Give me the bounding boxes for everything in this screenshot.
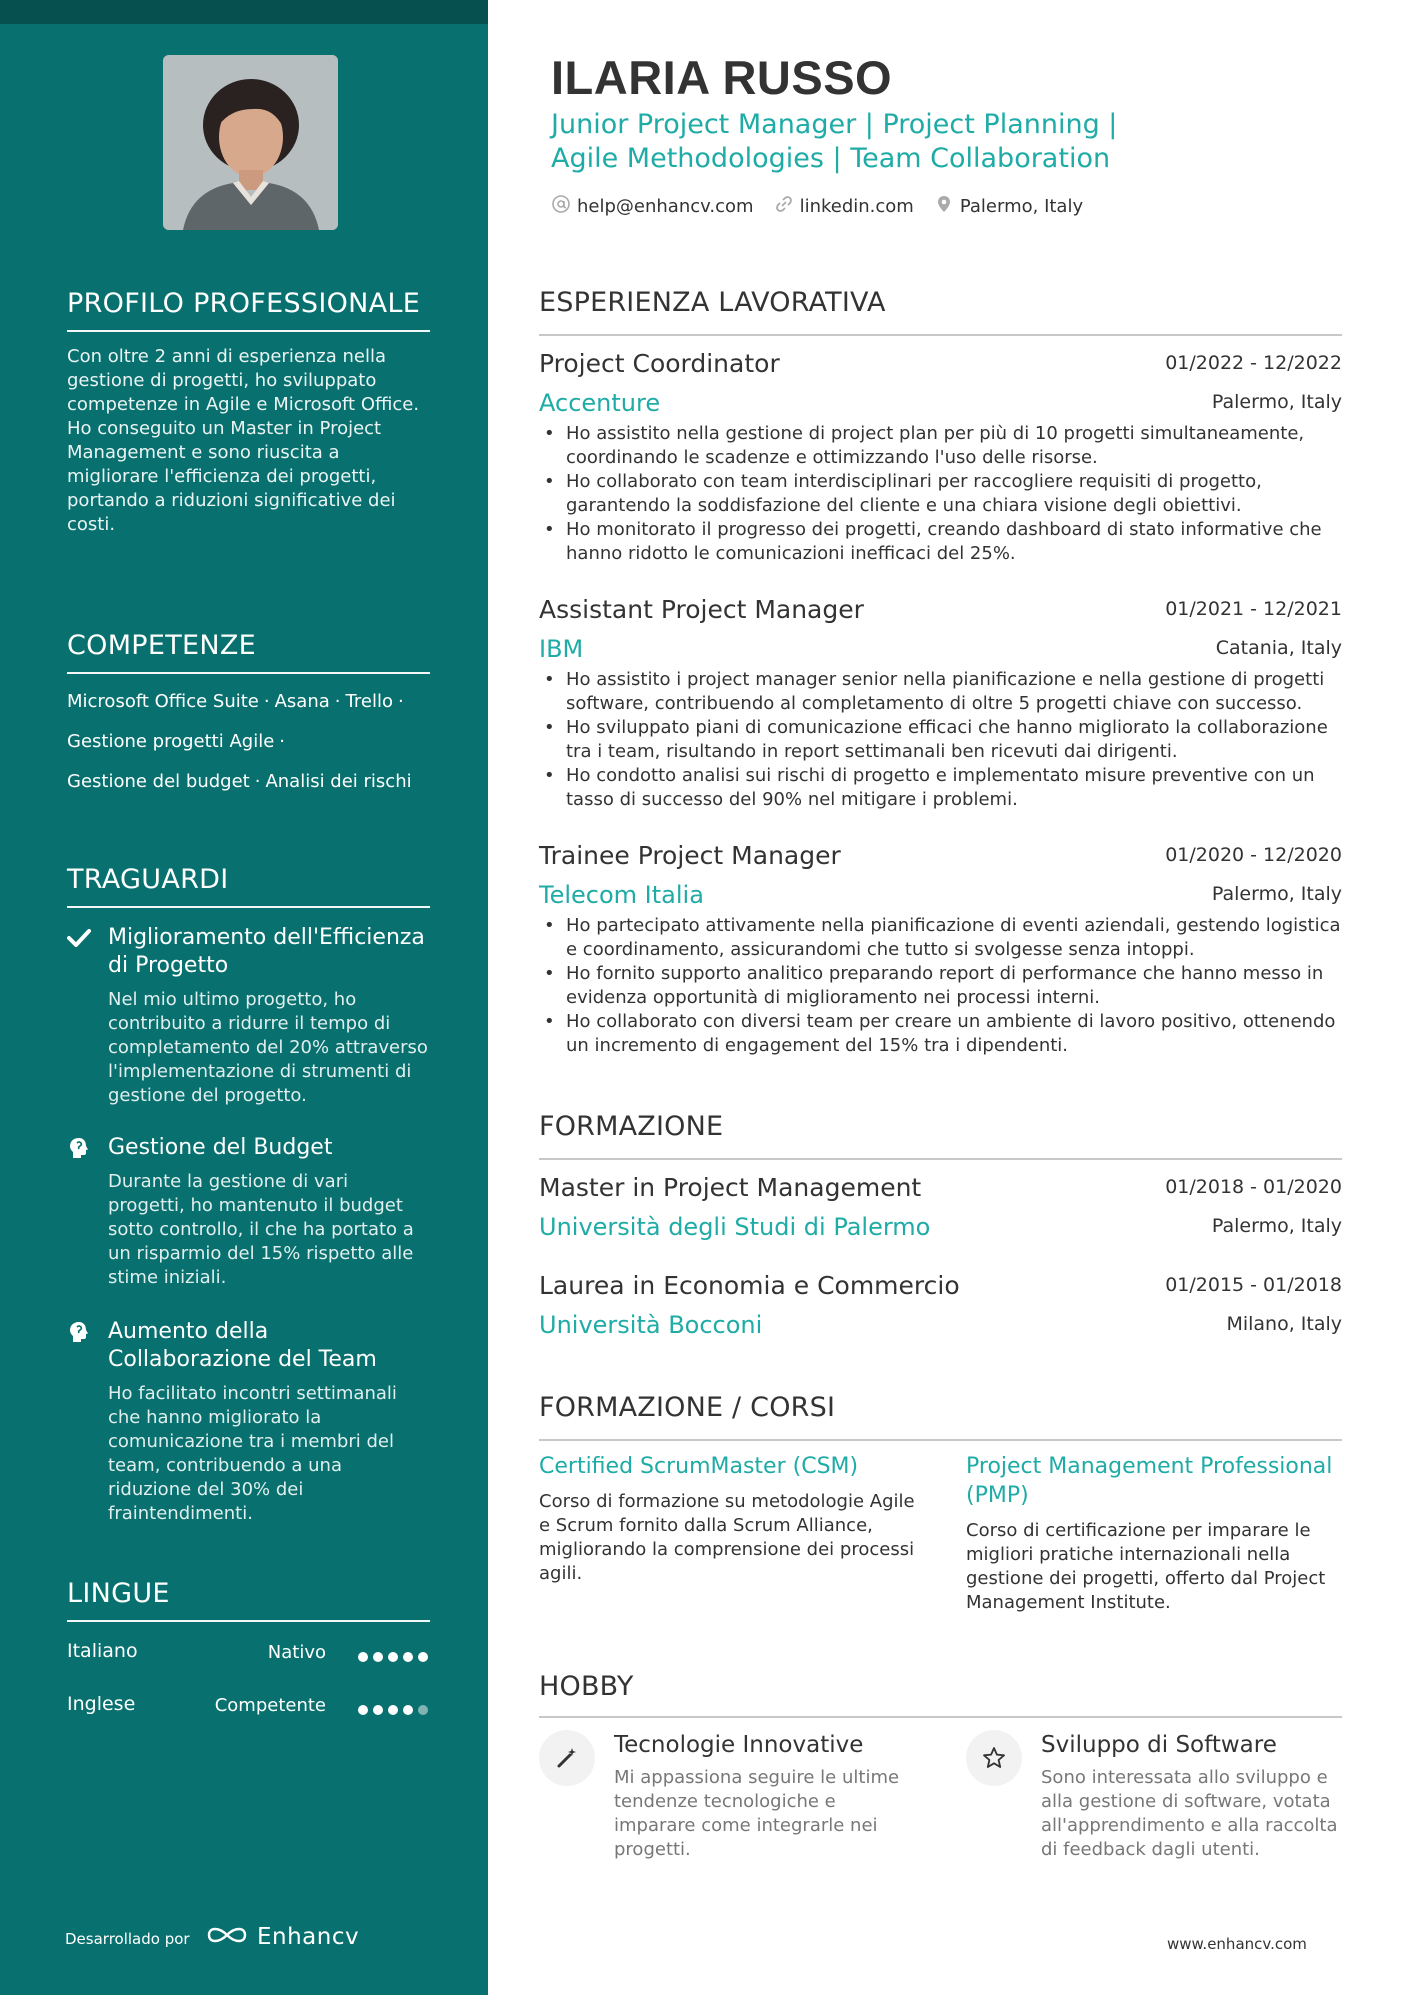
languages-title: LINGUE [67, 1578, 170, 1609]
education-divider [539, 1158, 1342, 1160]
job-entry [539, 348, 1342, 566]
sidebar-top-bar [0, 0, 488, 24]
hobbies-title: HOBBY [539, 1671, 634, 1702]
hobby-title: Sviluppo di Software [1041, 1732, 1277, 1758]
job-bullet: • Ho fornito supporto analitico preparando report di performance che hanno messo in evidenza opportunità di miglioramento nei processi interni. [539, 962, 1342, 1010]
hobby-title: Tecnologie Innovative [614, 1732, 864, 1758]
language-rating [353, 1700, 428, 1712]
achievements-title: TRAGUARDI [67, 864, 229, 895]
skills-title: COMPETENZE [67, 630, 257, 661]
hobby-desc: Sono interessata allo sviluppo e alla gestione di software, votata all'apprendimento e alla raccolta di feedback dagli utenti. [1041, 1767, 1338, 1860]
brain-icon [67, 1136, 91, 1160]
rating-dot [358, 1705, 368, 1715]
job-bullet: • Ho sviluppato piani di comunicazione efficaci che hanno migliorato la collaborazione tra i team, risultando in report settimanali ben ricevuti dai dirigenti. [539, 716, 1342, 764]
location-pin-icon [934, 194, 960, 219]
at-icon [551, 194, 577, 219]
achievement-item [67, 924, 430, 1108]
languages-section [67, 1576, 430, 1716]
job-bullet: • Ho monitorato il progresso dei progetti, creando dashboard di stato informative che hanno ridotto le comunicazioni inefficaci del 25%. [539, 518, 1342, 566]
language-row [67, 1693, 430, 1723]
link-icon [774, 194, 800, 219]
skill-item: Trello [345, 691, 393, 712]
course-title: Project Management Professional (PMP) [966, 1454, 1333, 1508]
rating-dot [403, 1652, 413, 1662]
sidebar [0, 0, 488, 1995]
profile-title: PROFILO PROFESSIONALE [67, 288, 421, 319]
rating-dot [388, 1705, 398, 1715]
course-title: Certified ScrumMaster (CSM) [539, 1454, 859, 1479]
job-location: Catania, Italy [1215, 637, 1342, 659]
language-name: Italiano [67, 1640, 138, 1662]
language-rating [353, 1647, 428, 1659]
courses-divider [539, 1439, 1342, 1441]
footer-url[interactable]: www.enhancv.com [1167, 1935, 1307, 1953]
job-entry [539, 594, 1342, 812]
achievement-desc: Ho facilitato incontri settimanali che hanno migliorato la comunicazione tra i membri del team, contribuendo a una riduzione del 30% dei fraintendimenti. [108, 1383, 397, 1524]
skill-item: Analisi dei rischi [265, 771, 412, 792]
job-company: Telecom Italia [539, 881, 704, 909]
course-desc: Corso di certificazione per imparare le migliori pratiche internazionali nella gestione dei progetti, offerto dal Project Management Institute. [966, 1520, 1326, 1613]
job-bullets [539, 668, 1342, 812]
skills-section [67, 628, 430, 794]
enhancv-logo-text: Enhancv [257, 1924, 360, 1950]
skill-item: Microsoft Office Suite [67, 691, 259, 712]
skill-item: Gestione del budget [67, 771, 250, 792]
contact-linkedin[interactable] [774, 194, 914, 219]
achievement-desc: Nel mio ultimo progetto, ho contribuito a ridurre il tempo di completamento del 20% attraverso l'implementazione di strumenti di gestione del progetto. [108, 989, 428, 1106]
job-bullet: • Ho partecipato attivamente nella pianificazione di eventi aziendali, gestendo logistica e coordinamento, assicurandomi che tutto si svolgesse senza intoppi. [539, 914, 1342, 962]
enhancv-logo[interactable] [205, 1920, 359, 1954]
star-icon [966, 1730, 1022, 1786]
profile-section [67, 286, 430, 537]
job-company: IBM [539, 635, 584, 663]
profile-text: Con oltre 2 anni di esperienza nella gestione di progetti, ho sviluppato competenze in Agile e Microsoft Office. Ho conseguito un Master in Project Management e sono riuscita a migliorare l'efficienza dei progetti, portando a riduzioni significative dei costi. [67, 346, 420, 535]
contact-location-text: Palermo, Italy [959, 196, 1084, 217]
rating-dot [373, 1705, 383, 1715]
check-icon [67, 926, 91, 950]
course-item [966, 1452, 1346, 1615]
job-bullet: • Ho collaborato con team interdisciplinari per raccogliere requisiti di progetto, garantendo la soddisfazione del cliente e una chiara visione degli obiettivi. [539, 470, 1342, 518]
job-location: Palermo, Italy [1211, 883, 1342, 905]
magic-wand-icon [539, 1730, 595, 1786]
achievement-desc: Durante la gestione di vari progetti, ho mantenuto il budget sotto controllo, il che ha portato a un risparmio del 15% rispetto alle stime iniziali. [108, 1171, 414, 1288]
education-location: Milano, Italy [1226, 1313, 1342, 1335]
job-bullet: • Ho assistito i project manager senior nella pianificazione e nella gestione di progetti software, contribuendo al completamento di oltre 5 progetti chiave con successo. [539, 668, 1342, 716]
job-dates: 01/2020 - 12/2020 [1165, 844, 1342, 866]
contact-linkedin-text: linkedin.com [799, 196, 914, 217]
education-school: Università degli Studi di Palermo [539, 1213, 931, 1241]
job-dates: 01/2021 - 12/2021 [1165, 598, 1342, 620]
profile-photo [163, 55, 338, 230]
hobby-desc: Mi appassiona seguire le ultime tendenze tecnologiche e imparare come integrarle nei progetti. [614, 1767, 900, 1860]
profile-divider [67, 330, 430, 332]
job-entry [539, 840, 1342, 1058]
hobby-item [966, 1730, 1346, 1862]
job-bullets [539, 422, 1342, 566]
skills-divider [67, 672, 430, 674]
education-title: FORMAZIONE [539, 1111, 724, 1142]
rating-dot [418, 1652, 428, 1662]
candidate-headline: Junior Project Manager | Project Planning | Agile Methodologies | Team Collaboration [551, 109, 1118, 174]
achievements-divider [67, 906, 430, 908]
job-role: Assistant Project Manager [539, 595, 864, 624]
achievement-item [67, 1318, 430, 1526]
course-desc: Corso di formazione su metodologie Agile e Scrum fornito dalla Scrum Alliance, migliorando la comprensione dei processi agili. [539, 1491, 915, 1584]
job-dates: 01/2022 - 12/2022 [1165, 352, 1342, 374]
contact-bar [551, 194, 1103, 219]
skill-item: Gestione progetti Agile [67, 731, 275, 752]
achievement-title: Aumento della Collaborazione del Team [108, 1319, 377, 1372]
rating-dot [403, 1705, 413, 1715]
education-degree: Laurea in Economia e Commercio [539, 1271, 960, 1300]
education-dates: 01/2015 - 01/2018 [1165, 1274, 1342, 1296]
job-bullet: • Ho condotto analisi sui rischi di progetto e implementato misure preventive con un tasso di successo del 90% nel mitigare i problemi. [539, 764, 1342, 812]
education-school: Università Bocconi [539, 1311, 763, 1339]
job-company: Accenture [539, 389, 661, 417]
job-bullet: • Ho assistito nella gestione di project plan per più di 10 progetti simultaneamente, coordinando le scadenze e ottimizzando l'uso delle risorse. [539, 422, 1342, 470]
language-row [67, 1640, 430, 1670]
language-level: Nativo [267, 1642, 326, 1663]
skill-item: Asana [274, 691, 330, 712]
job-role: Project Coordinator [539, 349, 780, 378]
achievement-title: Gestione del Budget [108, 1135, 333, 1160]
job-bullet: • Ho collaborato con diversi team per creare un ambiente di lavoro positivo, ottenendo un incremento di engagement del 15% tra i dipendenti. [539, 1010, 1342, 1058]
skills-line: Gestione del budget · Analisi dei rischi [67, 771, 412, 792]
courses-title: FORMAZIONE / CORSI [539, 1392, 836, 1423]
hobbies-divider [539, 1716, 1342, 1718]
education-degree: Master in Project Management [539, 1173, 922, 1202]
rating-dot [373, 1652, 383, 1662]
education-dates: 01/2018 - 01/2020 [1165, 1176, 1342, 1198]
rating-dot [388, 1652, 398, 1662]
education-entry [539, 1172, 1342, 1242]
contact-location [934, 194, 1083, 219]
contact-email-text: help@enhancv.com [577, 196, 754, 217]
language-level: Competente [214, 1695, 326, 1716]
job-location: Palermo, Italy [1211, 391, 1342, 413]
brain-icon [67, 1320, 91, 1344]
candidate-name: ILARIA RUSSO [551, 51, 893, 104]
job-bullets [539, 914, 1342, 1058]
skills-line: Gestione progetti Agile · [67, 731, 286, 752]
contact-email[interactable] [551, 194, 754, 219]
language-name: Inglese [67, 1693, 136, 1715]
course-item [539, 1452, 919, 1586]
education-entry [539, 1270, 1342, 1340]
enhancv-logo-icon [205, 1923, 249, 1951]
experience-divider [539, 334, 1342, 336]
rating-dot [358, 1652, 368, 1662]
rating-dot [418, 1705, 428, 1715]
achievements-section [67, 862, 430, 1522]
languages-divider [67, 1620, 430, 1622]
achievement-title: Miglioramento dell'Efficienza di Progetto [108, 925, 425, 978]
achievement-item [67, 1134, 430, 1290]
hobby-item [539, 1730, 919, 1862]
education-location: Palermo, Italy [1211, 1215, 1342, 1237]
skills-line: Microsoft Office Suite · Asana · Trello · [67, 691, 404, 712]
experience-title: ESPERIENZA LAVORATIVA [539, 287, 886, 318]
job-role: Trainee Project Manager [539, 841, 841, 870]
powered-by-text: Desarrollado por [65, 1930, 190, 1948]
